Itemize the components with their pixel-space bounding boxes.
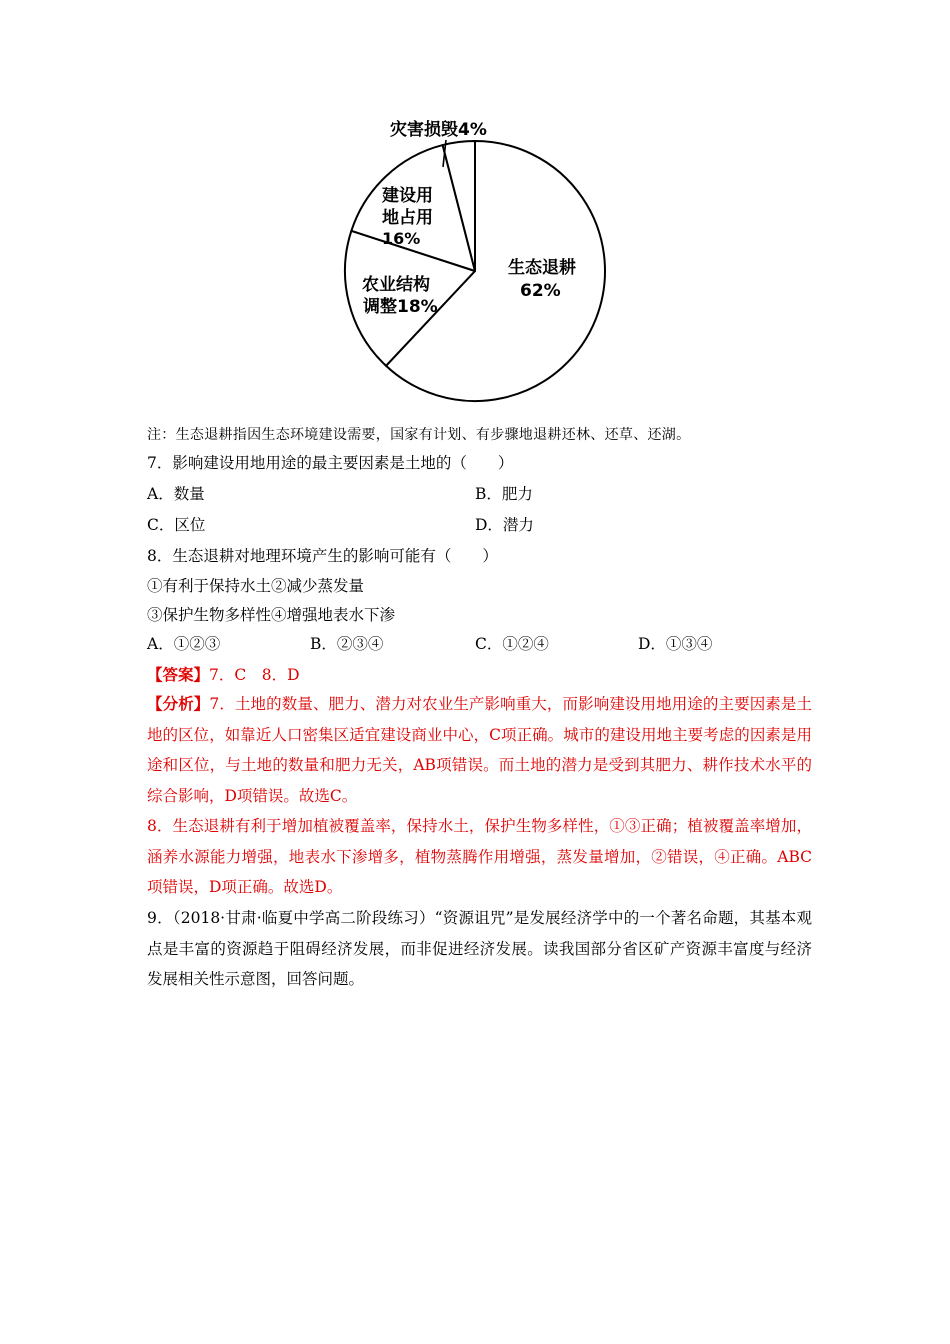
q8-option-a: A．①②③: [147, 635, 221, 653]
q7-option-c: C．区位: [147, 516, 206, 534]
chart-note: 注：生态退耕指因生态环境建设需要，国家有计划、有步骤地退耕还林、还草、还湖。: [147, 427, 691, 443]
answer-tag: 【答案】: [147, 665, 210, 684]
question-7-stem: 7．影响建设用地用途的最主要因素是土地的（ ）: [147, 454, 514, 472]
slice-label-build-2: 地占用: [382, 208, 433, 228]
slice-label-eco-2: 62%: [520, 281, 561, 301]
answer-line: [147, 665, 300, 685]
q7-option-d: D．潜力: [475, 516, 534, 534]
slice-label-agri-1: 农业结构: [362, 275, 430, 295]
slice-label-eco-1: 生态退耕: [508, 258, 576, 278]
q8-item-line-2: ③保护生物多样性④增强地表水下渗: [147, 606, 396, 624]
question-9-text: 9．（2018·甘肃·临夏中学高二阶段练习）“资源诅咒”是发展经济学中的一个著名命题，其基本观点是丰富的资源趋于阻碍经济发展，而非促进经济发展。读我国部分省区矿产资源丰富度与经济发展相关性示意图，回答问题。: [147, 909, 812, 988]
land-loss-pie-chart: [330, 105, 630, 415]
q8-item-line-1: ①有利于保持水土②减少蒸发量: [147, 577, 365, 595]
slice-label-build-1: 建设用: [382, 186, 433, 206]
q8-option-c: C．①②④: [475, 635, 549, 653]
slice-label-build-3: 16%: [382, 229, 421, 248]
question-8-stem: 8．生态退耕对地理环境产生的影响可能有（ ）: [147, 547, 498, 565]
answer-text: 7．C 8．D: [209, 666, 300, 684]
slice-label-disaster: 灾害损毁4%: [390, 120, 487, 140]
analysis-q7-text: 7．土地的数量、肥力、潜力对农业生产影响重大，而影响建设用地用途的主要因素是土地的区位，如靠近人口密集区适宜建设商业中心，C项正确。城市的建设用地主要考虑的因素是用途和区位，与土地的数量和肥力无关，AB项错误。而土地的潜力是受到其肥力、耕作技术水平的综合影响，D项错误。故选C。: [147, 695, 812, 805]
q7-option-b: B．肥力: [475, 485, 533, 503]
analysis-tag: 【分析】: [147, 694, 210, 713]
analysis-q7: [147, 689, 812, 811]
slice-label-agri-2: 调整18%: [363, 297, 438, 317]
q8-option-d: D．①③④: [638, 635, 713, 653]
q8-option-b: B．②③④: [310, 635, 384, 653]
q7-option-a: A．数量: [147, 485, 205, 503]
analysis-q8: 8．生态退耕有利于增加植被覆盖率，保持水土，保护生物多样性，①③正确；植被覆盖率增加，涵养水源能力增强，地表水下渗增多，植物蒸腾作用增强，蒸发量增加，②错误，④正确。ABC项错误，D项正确。故选D。: [147, 817, 812, 896]
